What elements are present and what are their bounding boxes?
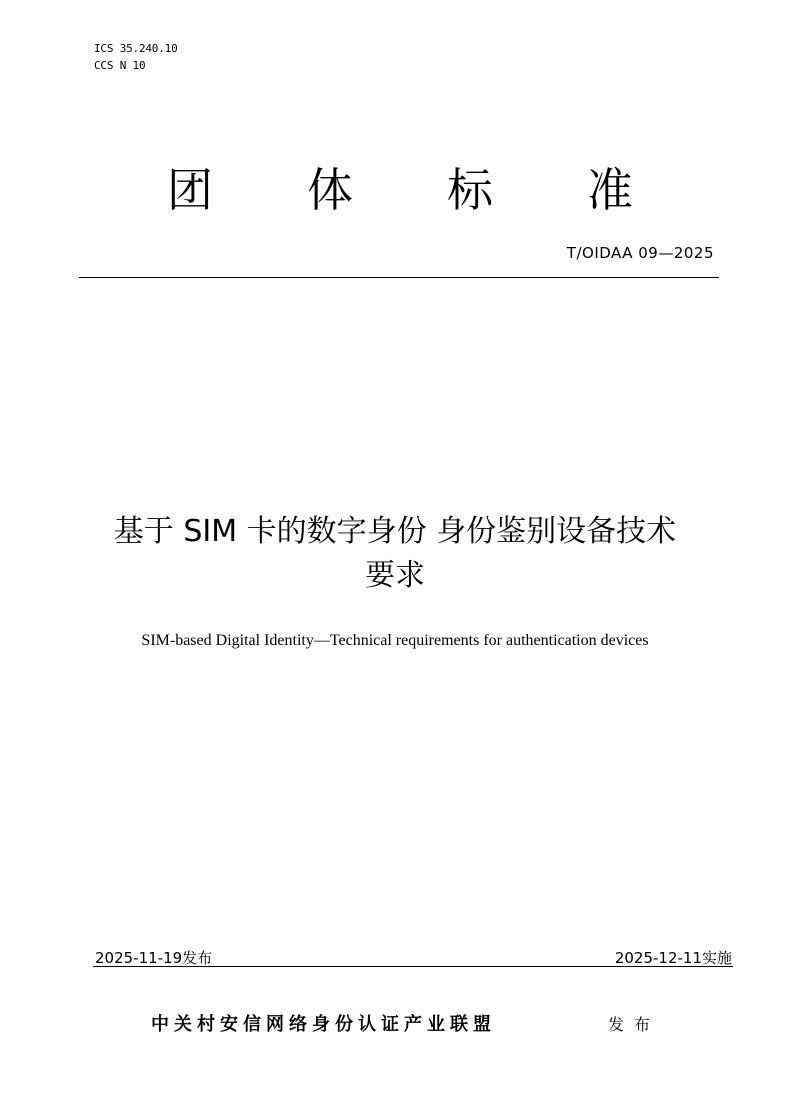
release-date: 2025-11-19发布 [95,949,213,967]
classification-codes [94,40,178,74]
standard-type-title [150,160,650,220]
standard-number: T/OIDAA 09—2025 [566,244,714,262]
document-title-en: SIM-based Digital Identity—Technical requirements for authentication devices [141,632,649,649]
publisher-name: 中关村安信网络身份认证产业联盟 [151,1014,496,1035]
ics-code: ICS 35.240.10 [94,42,178,55]
header-divider [79,277,719,278]
title-char: 准 [587,163,633,217]
document-title-cn [40,510,750,598]
title-char: 标 [447,163,493,217]
title-cn-line2: 要求 [365,558,425,593]
title-char: 团 [167,163,213,217]
footer-divider [93,966,733,967]
publish-label: 发布 [608,1015,661,1034]
title-char: 体 [307,163,353,217]
implementation-date: 2025-12-11实施 [614,949,732,967]
title-cn-line1: 基于 SIM 卡的数字身份 身份鉴别设备技术 [113,514,677,549]
ccs-code: CCS N 10 [94,59,146,72]
